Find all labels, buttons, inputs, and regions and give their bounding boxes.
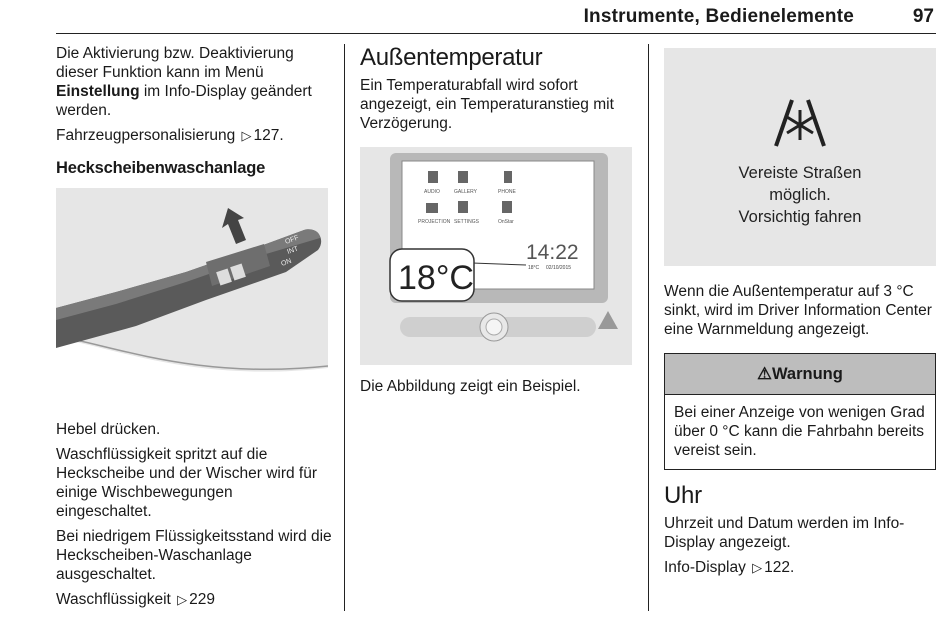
lever-label-int: INT (286, 245, 300, 256)
icy-road-message (664, 162, 936, 228)
section-title-outside-temp: Außentemperatur (360, 44, 543, 71)
warning-message-body: Wenn die Außentemperatur auf 3 °C sinkt, wird im Driver Information Center eine Warnmeldung angezeigt. (664, 283, 932, 338)
icy-line-1: Vereiste Straßen (738, 164, 862, 182)
callout-temperature: 18°C (398, 259, 474, 297)
reference-page[interactable]: 127. (253, 127, 284, 144)
info-display-screen-icon (360, 147, 632, 365)
icy-line-2: möglich. (769, 186, 831, 204)
info-display-illustration (360, 147, 632, 365)
wiper-lever-icon (56, 188, 328, 408)
column-middle (360, 44, 640, 402)
wiper-lever-illustration (56, 188, 328, 408)
section-title-clock: Uhr (664, 482, 702, 509)
app-label-audio: AUDIO (424, 189, 440, 195)
lever-label-on: ON (280, 257, 293, 268)
warning-title: Warnung (771, 365, 843, 383)
reference-line-2 (56, 590, 332, 609)
column-right (664, 44, 936, 583)
reference-page-3[interactable]: 122. (764, 559, 795, 576)
app-label-gallery: GALLERY (454, 189, 477, 195)
display-small-temp: 18°C (528, 265, 540, 271)
reference-line (56, 126, 332, 145)
warning-triangle-icon: ⚠ (757, 365, 772, 383)
warning-body: Bei einer Anzeige von wenigen Grad über 0 °C kann die Fahrbahn bereits vereist sein. (674, 404, 925, 459)
app-label-onstar: OnStar (498, 219, 514, 225)
display-date: 02/10/2015 (546, 265, 572, 271)
clock-body: Uhrzeit und Datum werden im Info-Display angezeigt. (664, 515, 905, 551)
page-header (0, 0, 950, 34)
icy-road-snowflake-icon (770, 96, 830, 148)
icy-road-warning-illustration (664, 48, 936, 266)
header-rule (56, 33, 936, 34)
icy-line-3: Vorsichtig fahren (738, 208, 862, 226)
warning-box (664, 353, 936, 470)
column-left (56, 44, 332, 615)
figure-caption: Die Abbildung zeigt ein Beispiel. (360, 378, 581, 395)
outside-temp-body: Ein Temperaturabfall wird sofort angezeigt, ein Temperaturanstieg mit Verzögerung. (360, 77, 614, 132)
page-number: 97 (912, 6, 934, 27)
intro-paragraph (56, 44, 332, 120)
header-title: Instrumente, Bedienelemente (583, 6, 854, 27)
para-washer-fluid: Waschflüssigkeit spritzt auf die Heckscheibe und der Wischer wird für einige Wischbewegungen eingeschaltet. (56, 446, 318, 520)
column-divider-1 (344, 44, 345, 611)
para-low-fluid: Bei niedrigem Flüssigkeitsstand wird die Heckscheiben-Waschanlage ausgeschaltet. (56, 528, 332, 583)
page-reference-arrow-icon: ▷ (752, 560, 763, 575)
subheading: Heckscheibenwaschanlage (56, 159, 266, 177)
page-reference-arrow-icon: ▷ (177, 592, 188, 607)
display-time: 14:22 (526, 241, 579, 264)
intro-text-2: im Info-Display geändert werden. (56, 83, 312, 119)
lever-label-off: OFF (284, 234, 300, 246)
intro-text-1: Die Aktivierung bzw. Deaktivierung dieser Funktion kann im Menü (56, 45, 294, 81)
reference-text-3: Info-Display (664, 559, 746, 576)
column-divider-2 (648, 44, 649, 611)
warning-header (665, 354, 935, 395)
page-reference-arrow-icon: ▷ (241, 128, 252, 143)
para-press-lever: Hebel drücken. (56, 421, 161, 438)
app-label-projection: PROJECTION (418, 219, 451, 225)
app-label-phone: PHONE (498, 189, 516, 195)
reference-line-3 (664, 558, 936, 577)
reference-page-2[interactable]: 229 (189, 591, 216, 608)
reference-text: Fahrzeugpersonalisierung (56, 127, 236, 144)
app-label-settings: SETTINGS (454, 219, 480, 225)
intro-bold-menu: Einstellung (56, 83, 140, 100)
reference-text-2: Waschflüssigkeit (56, 591, 171, 608)
